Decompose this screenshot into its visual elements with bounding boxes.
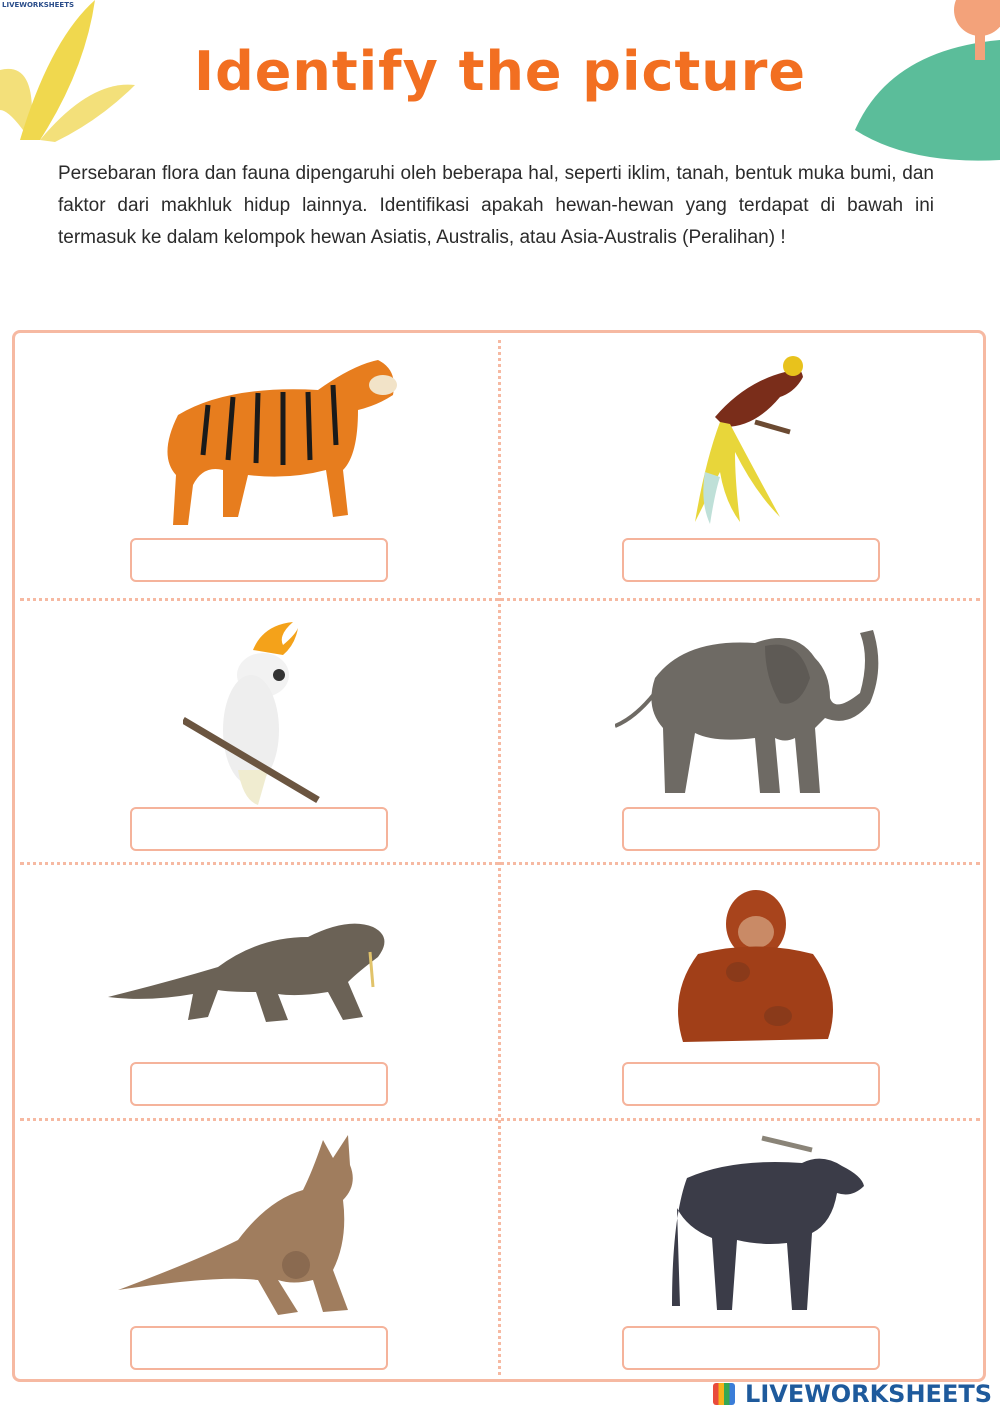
page-title: Identify the picture xyxy=(194,40,806,103)
answer-input-komodo-dragon[interactable] xyxy=(130,1062,388,1106)
cockatoo-icon xyxy=(183,620,323,805)
top-tag: LIVEWORKSHEETS xyxy=(2,1,75,9)
answer-input-anoa[interactable] xyxy=(622,1326,880,1370)
komodo-dragon-icon xyxy=(108,912,418,1027)
instructions-text: Persebaran flora dan fauna dipengaruhi oleh beberapa hal, seperti iklim, tanah, bentuk muka bumi, dan faktor dari makhluk hidup lainnya. Identifikasi apakah hewan-hewan yang terdapat di bawah ini termasuk ke dalam kelompok hewan Asiatis, Australis, atau Asia-Australis (Peralihan) ! xyxy=(58,163,934,248)
liveworksheets-brand[interactable] xyxy=(713,1380,992,1408)
answer-input-kangaroo[interactable] xyxy=(130,1326,388,1370)
orangutan-icon xyxy=(668,884,843,1052)
answer-input-elephant[interactable] xyxy=(622,807,880,851)
bird-of-paradise-icon xyxy=(685,352,810,527)
tiger-icon xyxy=(148,345,400,530)
answer-input-bird-of-paradise[interactable] xyxy=(622,538,880,582)
row-divider-3 xyxy=(20,1118,980,1121)
column-divider xyxy=(498,340,501,1375)
answer-input-orangutan[interactable] xyxy=(622,1062,880,1106)
row-divider-2 xyxy=(20,862,980,865)
brand-text: LIVEWORKSHEETS xyxy=(745,1380,992,1408)
kangaroo-icon xyxy=(118,1130,383,1318)
row-divider-1 xyxy=(20,598,980,601)
anoa-icon xyxy=(672,1128,867,1316)
answer-input-tiger[interactable] xyxy=(130,538,388,582)
answer-input-cockatoo[interactable] xyxy=(130,807,388,851)
brand-logo-icon xyxy=(713,1383,735,1405)
elephant-icon xyxy=(615,618,885,798)
